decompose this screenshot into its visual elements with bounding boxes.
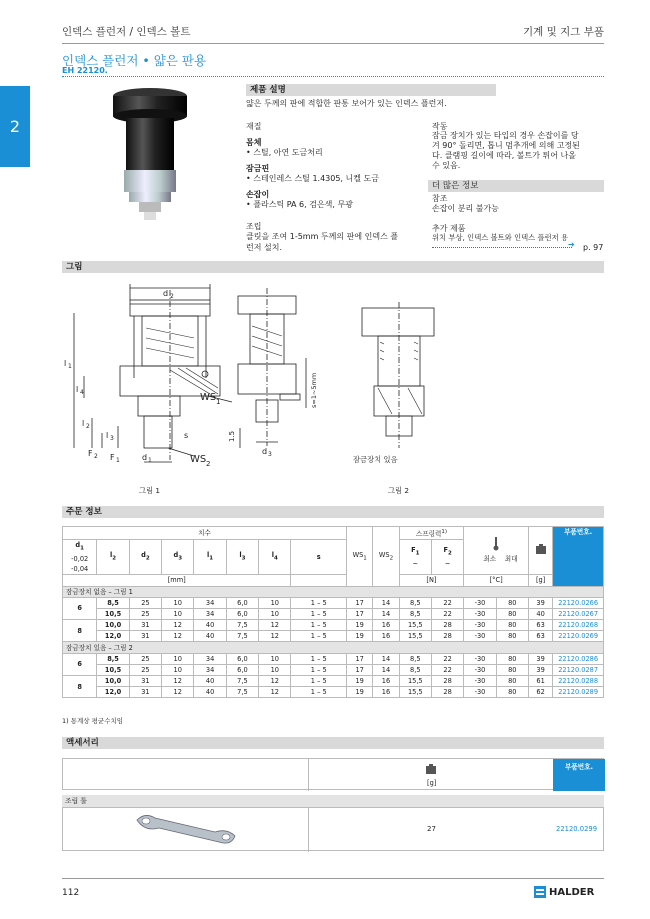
svg-text:WS: WS (190, 454, 207, 465)
svg-text:l: l (106, 431, 109, 440)
pin-text: • 스테인레스 스틸 1.4305, 니켈 도금 (246, 174, 379, 183)
arrow-icon: ➔ (568, 240, 575, 249)
weight-icon (425, 764, 437, 774)
svg-text:1: 1 (216, 398, 221, 406)
knob-label: 손잡이 (246, 190, 270, 199)
weight-icon (528, 527, 552, 575)
accessory-unit: [g] (427, 779, 437, 787)
group-2-label: 잠금장치 있음 – 그림 2 (63, 642, 604, 653)
product-photo (95, 84, 205, 224)
table-row: 8 10,0 31 12 40 7,5 12 1 – 5 19 16 15,5 28 -30 80 63 22120.0268 (63, 620, 604, 631)
assembly-tool-image (131, 810, 241, 848)
halder-logo-icon (534, 886, 546, 898)
col-l2: $l_2$ (97, 540, 129, 574)
unit-n: [N] (399, 574, 464, 586)
col-l3: $l_3$ (226, 540, 258, 574)
header-divider (62, 43, 604, 44)
part-number-link[interactable]: 22120.0287 (553, 664, 604, 675)
part-number-link[interactable]: 22120.0266 (553, 597, 604, 608)
svg-text:s: s (184, 431, 189, 440)
svg-text:2: 2 (170, 293, 174, 300)
col-f1: $F_1$ ~ (399, 540, 431, 574)
figure-2-caption: 그림 2 (388, 486, 410, 495)
more-info-bar: 더 많은 정보 (428, 180, 604, 192)
chapter-tab[interactable]: 2 (0, 86, 30, 167)
table-row: 10,5 25 10 34 6,0 10 1 – 5 17 14 8,5 22 -30 80 39 22120.0287 (63, 664, 604, 675)
lock-caption: 잠금장치 있음 (353, 455, 398, 464)
part-number-link[interactable]: 22120.0269 (553, 631, 604, 642)
operation-text-3: 다. 클램핑 길이에 따라, 볼트가 튀어 나올 (432, 151, 576, 160)
svg-text:2: 2 (94, 453, 98, 460)
order-heading: 주문 정보 (62, 506, 604, 518)
svg-text:d: d (142, 453, 148, 462)
title-divider (62, 76, 604, 77)
part-number-link[interactable]: 22120.0288 (553, 676, 604, 687)
spring-header: 스프링력$^{1)}$ (399, 527, 464, 540)
unit-g: [g] (528, 574, 552, 586)
accessory-part-number-link[interactable]: 22120.0299 (556, 825, 598, 833)
part-number-link[interactable]: 22120.0267 (553, 608, 604, 619)
thermometer-icon: 최소 최대 (464, 527, 529, 575)
note-label: 참조 (432, 194, 448, 203)
note-text: 손잡이 분리 불가능 (432, 204, 499, 213)
figure-heading: 그림 (62, 261, 604, 273)
header-category: 기계 및 지그 부품 (522, 26, 604, 38)
body-text: • 스틸, 아연 도금처리 (246, 148, 323, 157)
extra-text: 위치 부상, 인덱스 볼트와 인덱스 플런저 용 (432, 233, 569, 242)
svg-text:d: d (262, 447, 268, 456)
page-number: 112 (62, 888, 80, 898)
svg-text:s=1~5mm: s=1~5mm (310, 372, 318, 408)
footnote: 1) 통계상 평균수치임 (62, 717, 124, 725)
accessory-header-row (62, 758, 604, 790)
accessory-row (62, 807, 604, 851)
col-s: s (291, 540, 347, 574)
col-l1: $l_1$ (194, 540, 226, 574)
svg-text:1: 1 (148, 457, 152, 464)
assembly-label: 조립 (246, 222, 262, 231)
ws2-header: $WS_2$ (373, 527, 399, 587)
pin-label: 잠금핀 (246, 164, 270, 173)
svg-text:3: 3 (268, 451, 272, 458)
page-title: 인덱스 플런저 • 얇은 판용 (62, 53, 207, 68)
operation-text-1: 잠금 장치가 있는 타입의 경우 손잡이를 당 (432, 131, 579, 140)
svg-text:WS: WS (200, 392, 217, 403)
table-row: 12,0 31 12 40 7,5 12 1 – 5 19 16 15,5 28 -30 80 63 22120.0269 (63, 631, 604, 642)
part-number-link[interactable]: 22120.0268 (553, 620, 604, 631)
svg-text:2: 2 (206, 460, 211, 468)
svg-text:F: F (110, 453, 115, 462)
accessory-item-label: 조립 툴 (62, 795, 604, 807)
extra-page-link[interactable]: p. 97 (583, 243, 604, 252)
col-d3: $d_3$ (162, 540, 194, 574)
svg-text:2: 2 (86, 423, 90, 430)
svg-text:4: 4 (80, 389, 84, 396)
operation-label: 작동 (432, 122, 448, 131)
part-number-link[interactable]: 22120.0286 (553, 653, 604, 664)
table-row: 8 10,0 31 12 40 7,5 12 1 – 5 19 16 15,5 28 -30 80 61 22120.0288 (63, 676, 604, 687)
unit-c: [°C] (464, 574, 529, 586)
operation-text-2: 겨 90° 돌리면, 톱니 멈추개에 의해 고정된 (432, 141, 580, 150)
table-row: 10,5 25 10 34 6,0 10 1 – 5 17 14 8,5 22 -30 80 40 22120.0267 (63, 608, 604, 619)
desc-intro: 얇은 두께의 판에 적합한 판통 보어가 있는 인덱스 플런저. (246, 99, 447, 108)
svg-text:d: d (163, 289, 169, 298)
figure-1-drawing (74, 284, 232, 462)
dim-header: 치수 (63, 527, 347, 540)
knob-text: • 플라스틱 PA 6, 검은색, 무광 (246, 200, 353, 209)
part-number-header: 부품번호. (553, 527, 604, 587)
footer-divider (62, 878, 604, 879)
group-1-label: 잠금장치 없음 – 그림 1 (63, 586, 604, 597)
halder-logo: HALDER (534, 886, 594, 898)
svg-text:1: 1 (68, 363, 72, 370)
svg-text:l: l (64, 359, 67, 368)
assembly-text-1: 클릿을 조여 1-5mm 두께의 판에 인덱스 플 (246, 232, 399, 241)
table-row: 12,0 31 12 40 7,5 12 1 – 5 19 16 15,5 28 -30 80 62 22120.0289 (63, 687, 604, 698)
technical-drawing (60, 278, 500, 498)
svg-text:3: 3 (110, 435, 114, 442)
material-label: 재질 (246, 122, 262, 131)
svg-text:1: 1 (116, 457, 120, 464)
body-label: 몸체 (246, 138, 262, 147)
accessory-heading: 액세서리 (62, 737, 604, 749)
extra-leader (432, 247, 572, 248)
accessory-part-number-header: 부품번호. (553, 759, 605, 791)
unit-mm: [mm] (63, 574, 291, 586)
ws1-header: $WS_1$ (347, 527, 373, 587)
product-code: EH 22120. (62, 66, 108, 75)
col-l4: $l_4$ (259, 540, 291, 574)
operation-text-4: 수 있음. (432, 161, 461, 170)
table-row: 6 8,5 25 10 34 6,0 10 1 – 5 17 14 8,5 22 -30 80 39 22120.0266 (63, 597, 604, 608)
part-number-link[interactable]: 22120.0289 (553, 687, 604, 698)
figure-1-caption: 그림 1 (139, 486, 161, 495)
extra-label: 추가 제품 (432, 224, 466, 233)
svg-text:l: l (76, 385, 79, 394)
accessory-weight: 27 (427, 825, 436, 833)
col-d1: $d_1$ -0,02 -0,04 (63, 540, 97, 574)
order-table (62, 526, 604, 698)
col-f2: $F_2$ ~ (431, 540, 463, 574)
table-row: 6 8,5 25 10 34 6,0 10 1 – 5 17 14 8,5 22 -30 80 39 22120.0286 (63, 653, 604, 664)
svg-text:F: F (88, 449, 93, 458)
svg-text:l: l (82, 419, 85, 428)
assembly-text-2: 런저 설치. (246, 243, 282, 252)
header-breadcrumb: 인덱스 플런저 / 인덱스 볼트 (62, 26, 191, 38)
desc-heading: 제품 설명 (246, 84, 496, 96)
svg-text:1.5: 1.5 (228, 430, 236, 442)
col-d2: $d_2$ (129, 540, 161, 574)
unit-mm-s (291, 574, 347, 586)
